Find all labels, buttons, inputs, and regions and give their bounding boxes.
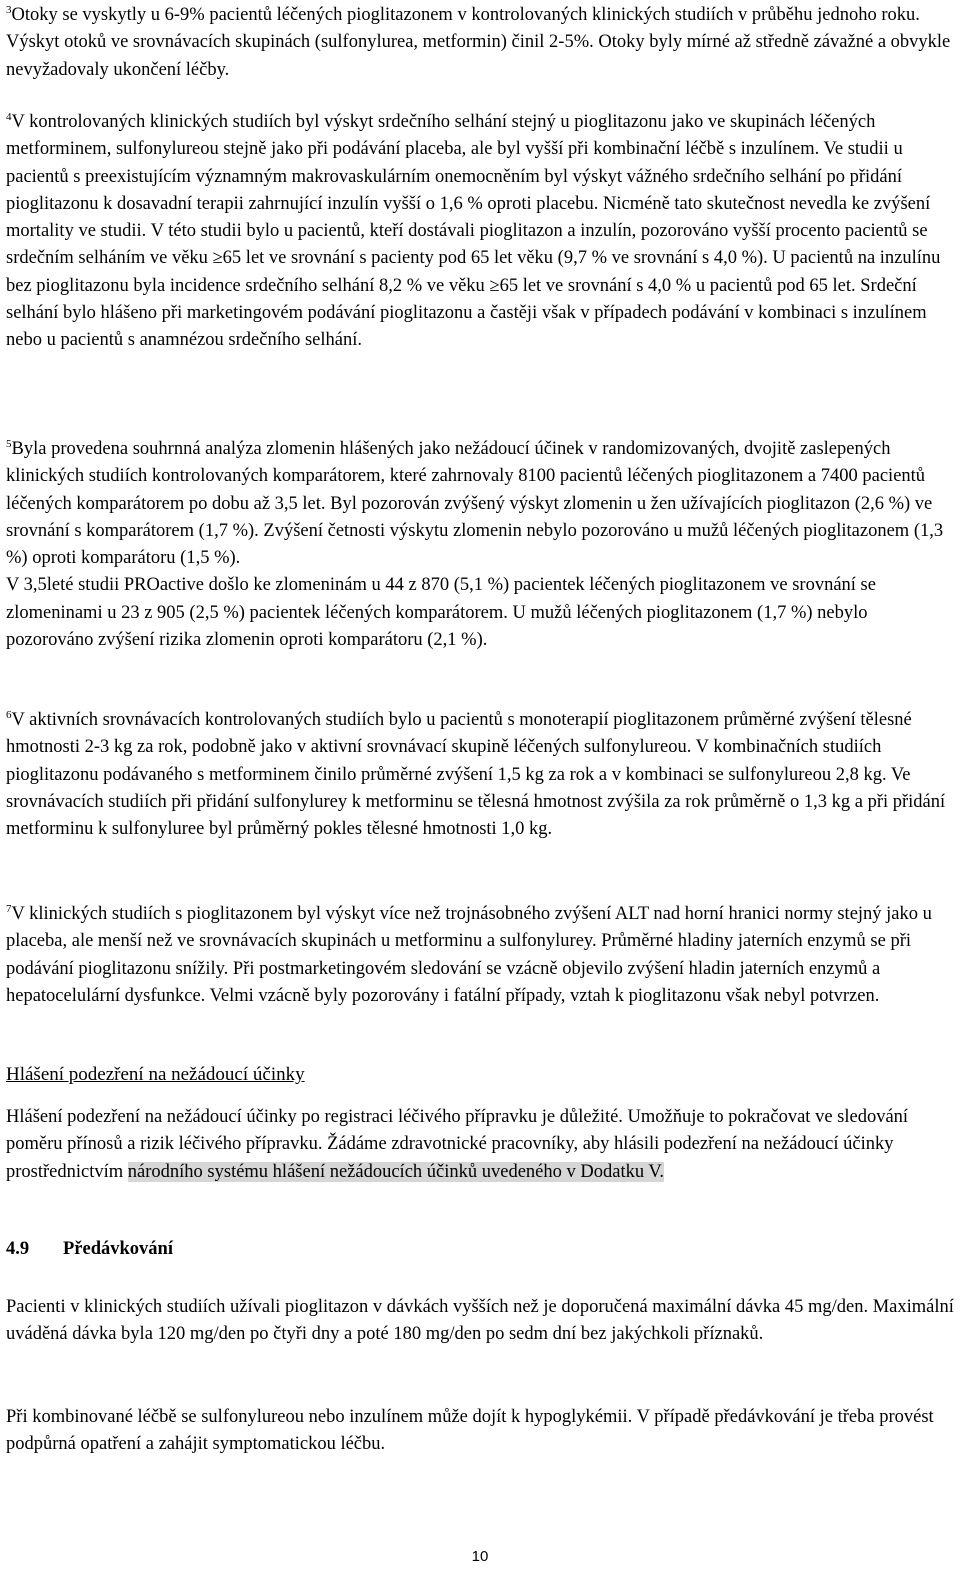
footnote-5 [6,436,954,654]
section-heading [6,1239,173,1260]
overdose-paragraph-1: Pacienti v klinických studiích užívali pioglitazon v dávkách vyšších než je doporučená maximální dávka 45 mg/den. Maximální uváděná dávka byla 120 mg/den po čtyři dny a poté 180 mg/den po sedm dní bez jakýchkoli příznaků. [6,1297,954,1345]
section-number: 4.9 [6,1239,30,1259]
section-title: Předávkování [63,1239,173,1259]
footnote-4 [6,109,954,355]
report-paragraph [6,1104,954,1186]
footnote-text-continued: V 3,5leté studii PROactive došlo ke zlomeninám u 44 z 870 (5,1 %) pacientek léčených pioglitazonem ve srovnání se zlomeninami u 23 z 905 (2,5 %) pacientek léčených komparátorem. U mužů léčených pioglitazonem (1,7 %) nebylo pozorováno zvýšení rizika zlomenin oproti komparátoru (2,1 %). [6,575,876,651]
footnote-marker: 5 [6,437,12,450]
page-number: 10 [471,1548,489,1565]
footnote-text: V kontrolovaných klinických studiích byl výskyt srdečního selhání stejný u pioglitazonu jako ve skupinách léčených metforminem, sulfonylureou stejně jako při podávání placeba, ale byl vyšší při kombinační léčbě s inzulínem. Ve studii u pacientů s preexistujícím významným makrovaskulárním onemocněním byl výskyt vážného srdečního selhání po přidání pioglitazonu k dosavadní terapii zahrnující inzulín vyšší o 1,6 % oproti placebu. Nicméně tato skutečnost nevedla ke zvýšení mortality ve studii. V této studii bylo u pacientů, kteří dostávali pioglitazon a inzulín, pozorováno vyšší procento pacientů se srdečním selháním ve věku ≥65 let ve srovnání s pacienty pod 65 let věku (9,7 % ve srovnání s 4,0 %). U pacientů na inzulínu bez pioglitazonu byla incidence srdečního selhání 8,2 % ve věku ≥65 let ve srovnání s 4,0 % u pacientů pod 65 let. Srdeční selhání bylo hlášeno při marketingovém podávání pioglitazonu a častěji však v případech podávání v kombinaci s inzulínem nebo u pacientů s anamnézou srdečního selhání. [6,112,941,351]
footnote-text: V klinických studiích s pioglitazonem byl výskyt více než trojnásobného zvýšení ALT nad horní hranici normy stejný jako u placeba, ale menší než ve srovnávacích skupinách u metforminu a sulfonylurey. Průměrné hladiny jaterních enzymů se při podávání pioglitazonu snížily. Při postmarketingovém sledování se vzácně objevilo zvýšení hladin jaterních enzymů a hepatocelulární dysfunkce. Velmi vzácně byly pozorovány i fatální případy, vztah k pioglitazonu však nebyl potvrzen. [6,904,932,1006]
footnote-7 [6,901,954,1010]
footnote-text: V aktivních srovnávacích kontrolovaných studiích bylo u pacientů s monoterapií pioglitazonem průměrné zvýšení tělesné hmotnosti 2-3 kg za rok, podobně jako v aktivní srovnávací skupině léčených sulfonylureou. V kombinačních studiích pioglitazonu podávaného s metforminem činilo průměrné zvýšení 1,5 kg za rok a v kombinaci se sulfonylureou 2,8 kg. Ve srovnávacích studiích při přidání sulfonylurey k metforminu se tělesná hmotnost zvýšila za rok průměrně o 1,3 kg a při přidání metforminu k sulfonylurее byl průměrný pokles tělesné hmotnosti 1,0 kg. [6,710,946,840]
footnote-marker: 4 [6,110,12,123]
footnote-text: Byla provedena souhrnná analýza zlomenin hlášených jako nežádoucí účinek v randomizovaných, dvojitě zaslepených klinických studiích kontrolovaných komparátorem, které zahrnovaly 8100 pacientů léčených pioglitazonem a 7400 pacientů léčených komparátorem po dobu až 3,5 let. Byl pozorován zvýšený výskyt zlomenin u žen užívajících pioglitazon (2,6 %) ve srovnání s komparátorem (1,7 %). Zvýšení četnosti výskytu zlomenin nebylo pozorováno u mužů léčených pioglitazonem (1,3 %) oproti komparátoru (1,5 %). [6,439,944,569]
footnote-3 [6,2,954,84]
footnote-marker: 3 [6,3,12,16]
overdose-paragraph-2: Při kombinované léčbě se sulfonylureou nebo inzulínem může dojít k hypoglykémii. V případě předávkování je třeba provést podpůrná opatření a zahájit symptomatickou léčbu. [6,1407,934,1455]
report-text: Hlášení podezření na nežádoucí účinky po registraci léčivého přípravku je důležité. Umožňuje to pokračovat ve sledování poměru přínosů a rizik léčivého přípravku. Žádáme zdravotnické pracovníky, aby hlásili podezření na nežádoucí účinky prostřednictvím [6,1107,909,1182]
report-heading: Hlášení podezření na nežádoucí účinky [6,1064,305,1085]
footnote-marker: 7 [6,902,12,915]
national-reporting-system-link[interactable]: národního systému hlášení nežádoucích účinků uvedeného v Dodatku V. [127,1161,664,1182]
footnote-marker: 6 [6,708,12,721]
footnote-text: Otoky se vyskytly u 6-9% pacientů léčených pioglitazonem v kontrolovaných klinických studiích v průběhu jednoho roku. Výskyt otoků ve srovnávacích skupinách (sulfonylurea, metformin) činil 2-5%. Otoky byly mírné až středně závažné a obvykle nevyžadovaly ukončení léčby. [6,5,951,80]
footnote-6 [6,707,954,843]
